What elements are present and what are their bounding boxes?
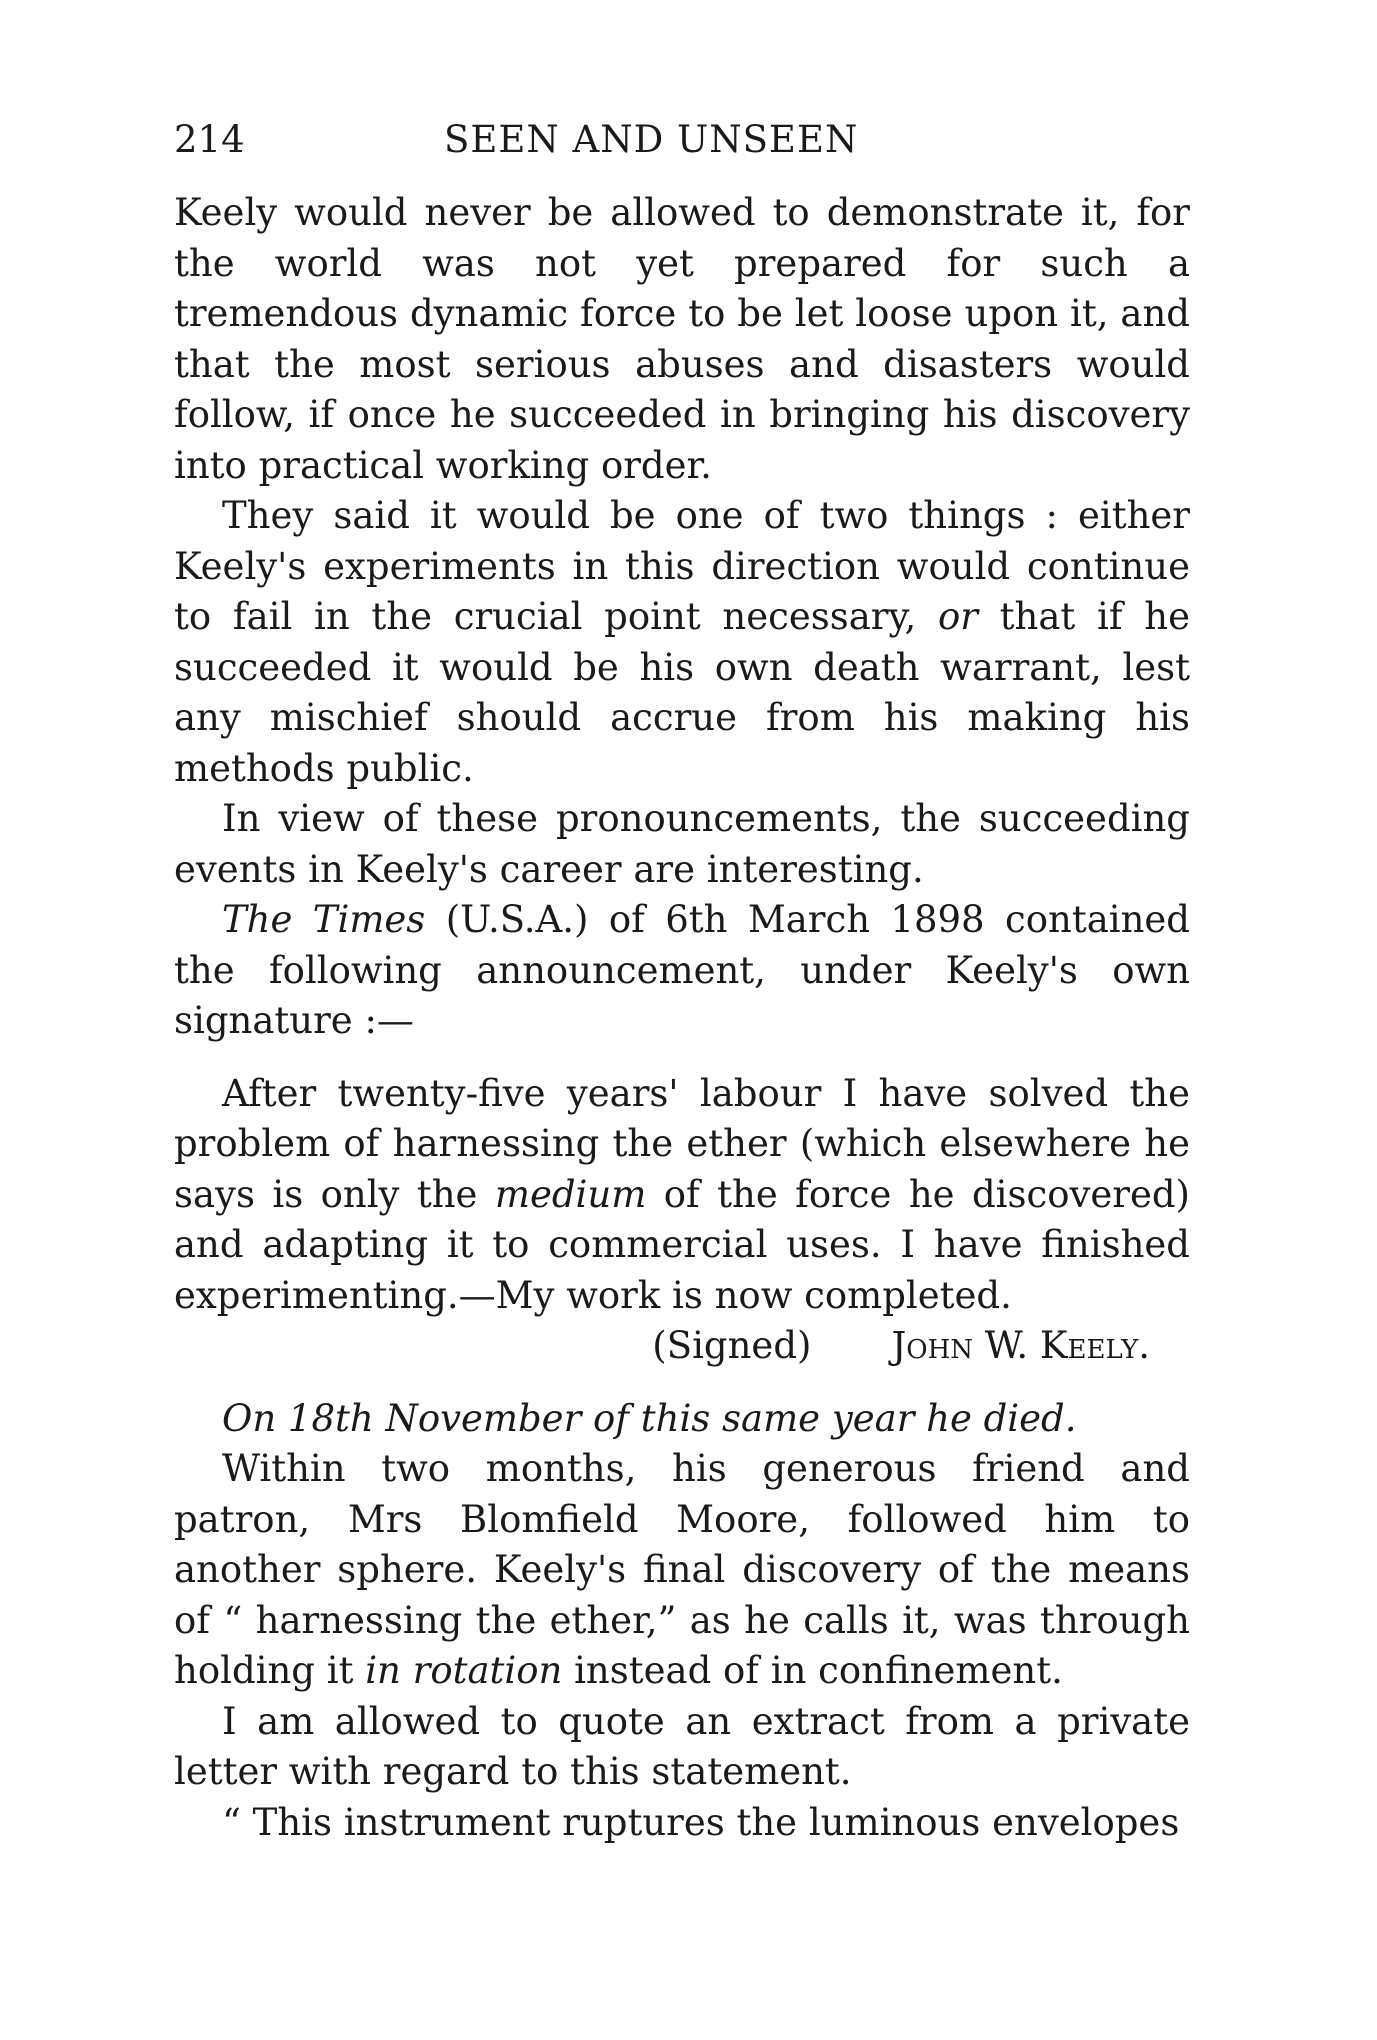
death-line-text: On 18th November of this same year he died.: [222, 1396, 1077, 1440]
signed-label: (Signed): [652, 1324, 812, 1367]
quote-part-1: After twenty-five years' labour I have solved the problem of harnessing the ether (which elsewhere he says is only the: [174, 1071, 1190, 1216]
paragraph-4-text: (U.S.A.) of 6th March 1898 contained the following announcement, under Keely's own signature :—: [174, 898, 1190, 1042]
page-number: 214: [174, 118, 245, 161]
emphasis-or: or: [937, 595, 978, 638]
paragraph-6: I am allowed to quote an extract from a private letter with regard to this statement.: [174, 1699, 1190, 1793]
running-title: SEEN AND UNSEEN: [444, 118, 859, 161]
paragraph-5-text: Within two months, his generous friend and patron, Mrs Blomfield Moore, followed him to another sphere. Keely's final discovery of the means of “ harnessing the ether,” as he calls it, was through holding it: [174, 1447, 1190, 1692]
quoted-statement: [174, 1069, 1190, 1322]
body-text: [174, 188, 1190, 1848]
paragraph-5: [174, 1444, 1190, 1697]
paragraph-1: Keely would never be allowed to demonstrate it, for the world was not yet prepared for such a tremendous dynamic force to be let loose upon it, and that the most serious abuses and disasters would follow, if once he succeeded in bringing his discovery into practical working order.: [174, 191, 1190, 487]
spacer-2: [174, 1372, 1190, 1394]
paragraph-5-tail: instead of in confinement.: [574, 1649, 1063, 1692]
quote-emphasis: medium: [494, 1172, 647, 1216]
emphasis-in-rotation: in rotation: [365, 1649, 563, 1692]
paragraph-2-text: They said it would be one of two things : either Keely's experiments in this direction would continue to fail in the crucial point necessary,: [174, 494, 1190, 638]
page-header: [174, 118, 1194, 168]
newspaper-title: The Times: [222, 898, 426, 941]
spacer: [174, 1047, 1190, 1069]
signature-line: [174, 1321, 1190, 1372]
paragraph-3: In view of these pronouncements, the succeeding events in Keely's career are interesting.: [174, 797, 1190, 891]
paragraph-2-tail: that if he succeeded it would be his own death warrant, lest any mischief should accrue from his making his methods public.: [174, 595, 1190, 790]
paragraph-7: “ This instrument ruptures the luminous envelopes: [222, 1800, 1180, 1844]
signer-name: John W. Keely.: [891, 1324, 1150, 1367]
death-line: [174, 1394, 1190, 1445]
paragraph-2: [174, 491, 1190, 794]
quote-part-2: of the force he discovered) and adapting it to commercial uses. I have finished experimenting.—My work is now completed.: [174, 1172, 1190, 1317]
paragraph-4: [174, 895, 1190, 1047]
